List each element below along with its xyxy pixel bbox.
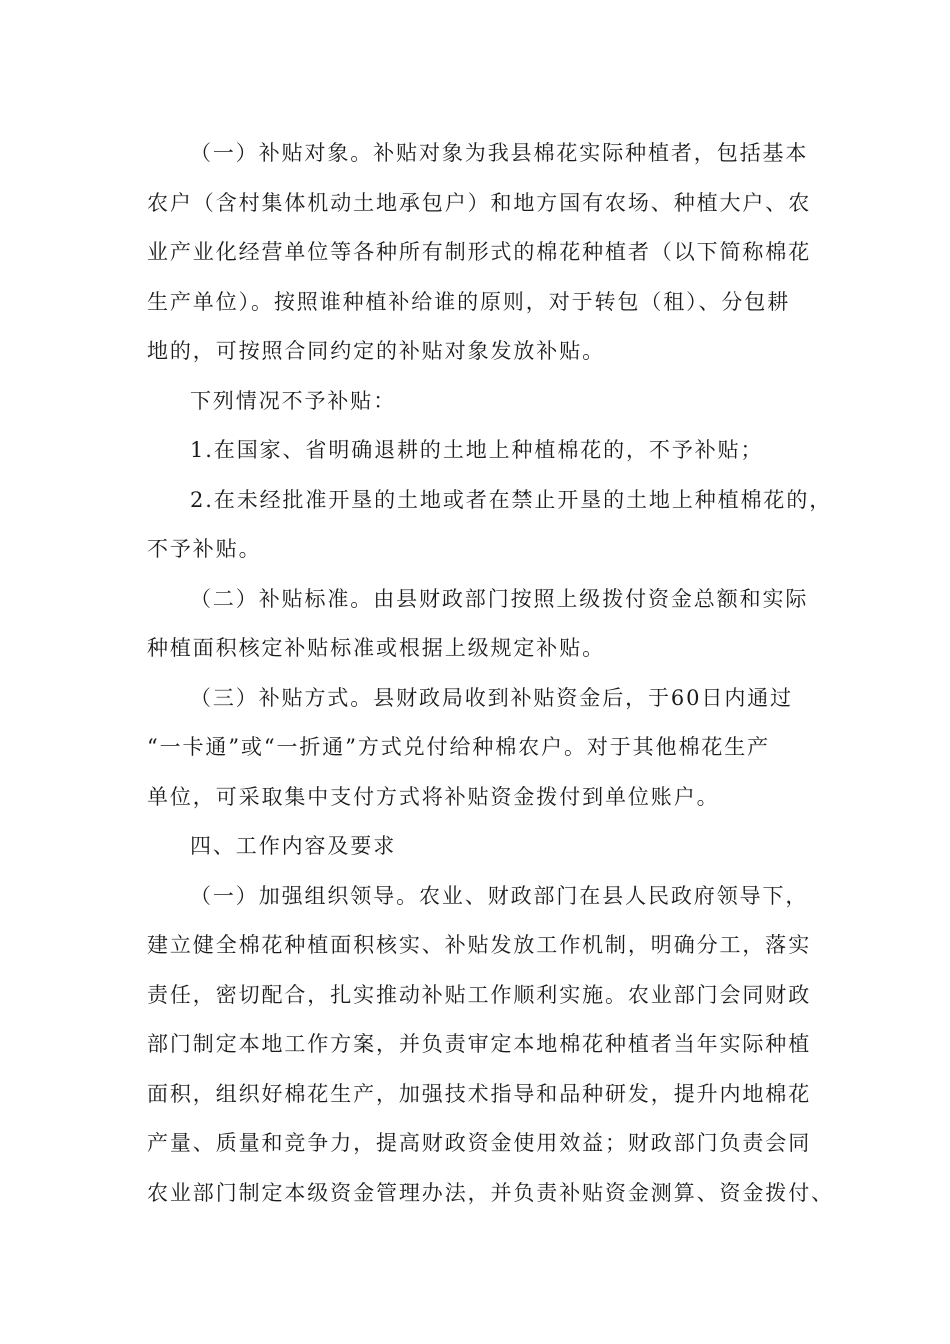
paragraph-organization-line-6: 产量、质量和竞争力，提高财政资金使用效益；财政部门负责会同 bbox=[147, 1131, 812, 1155]
paragraph-subsidy-target-line-4: 生产单位）。按照谁种植补给谁的原则，对于转包（租）、分包耕 bbox=[147, 290, 791, 314]
paragraph-subsidy-standard-line-1: （二）补贴标准。由县财政部门按照上级拨付资金总额和实际 bbox=[190, 587, 809, 611]
paragraph-organization-line-5: 面积，组织好棉花生产，加强技术指导和品种研发，提升内地棉花 bbox=[147, 1082, 812, 1106]
paragraph-organization-line-3: 责任，密切配合，扎实推动补贴工作顺利实施。农业部门会同财政 bbox=[147, 983, 812, 1007]
paragraph-subsidy-method-line-1: （三）补贴方式。县财政局收到补贴资金后，于60日内通过 bbox=[190, 686, 794, 710]
paragraph-subsidy-target-line-2: 农户（含村集体机动土地承包户）和地方国有农场、种植大户、农 bbox=[147, 191, 812, 215]
paragraph-exclusions-heading: 下列情况不予补贴： bbox=[190, 389, 397, 413]
paragraph-organization-line-4: 部门制定本地工作方案，并负责审定本地棉花种植者当年实际种植 bbox=[147, 1032, 812, 1056]
paragraph-subsidy-method-line-3: 单位，可采取集中支付方式将补贴资金拨付到单位账户。 bbox=[147, 785, 720, 809]
section-heading-work-content: 四、工作内容及要求 bbox=[190, 834, 397, 858]
paragraph-organization-line-7: 农业部门制定本级资金管理办法，并负责补贴资金测算、资金拨付、 bbox=[147, 1181, 834, 1205]
paragraph-organization-line-1: （一）加强组织领导。农业、财政部门在县人民政府领导下， bbox=[190, 884, 809, 908]
paragraph-subsidy-method-line-2: “一卡通”或“一折通”方式兑付给种棉农户。对于其他棉花生产 bbox=[147, 735, 771, 759]
paragraph-subsidy-target-line-3: 业产业化经营单位等各种所有制形式的棉花种植者（以下简称棉花 bbox=[147, 240, 812, 264]
exclusion-item-2-line-1: 2.在未经批准开垦的土地或者在禁止开垦的土地上种植棉花的， bbox=[190, 488, 833, 512]
exclusion-item-2-line-2: 不予补贴。 bbox=[147, 537, 262, 561]
paragraph-subsidy-target-line-1: （一）补贴对象。补贴对象为我县棉花实际种植者，包括基本 bbox=[190, 141, 809, 165]
exclusion-item-1: 1.在国家、省明确退耕的土地上种植棉花的，不予补贴； bbox=[190, 438, 764, 462]
paragraph-subsidy-target-line-5: 地的，可按照合同约定的补贴对象发放补贴。 bbox=[147, 339, 605, 363]
paragraph-subsidy-standard-line-2: 种植面积核定补贴标准或根据上级规定补贴。 bbox=[147, 636, 605, 660]
paragraph-organization-line-2: 建立健全棉花种植面积核实、补贴发放工作机制，明确分工，落实 bbox=[147, 933, 812, 957]
